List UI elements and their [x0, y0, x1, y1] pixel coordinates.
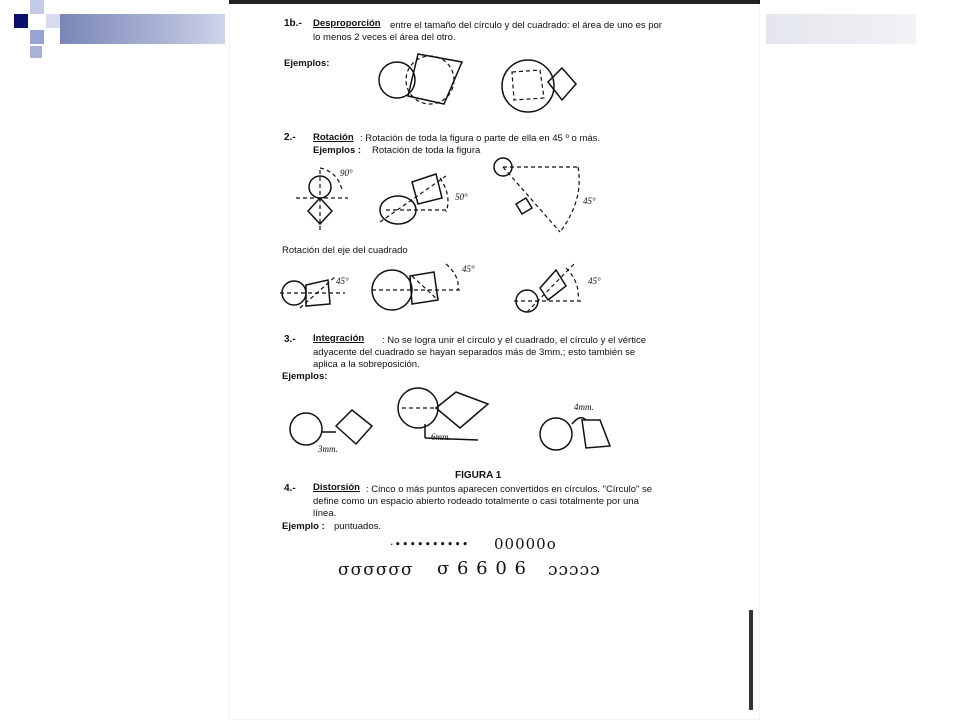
section-4-number: 4.-: [284, 483, 296, 494]
example-integration-2: [398, 388, 488, 442]
section-4-heading: Distorsión: [313, 482, 360, 493]
example-axis-2: [372, 264, 475, 310]
example-integration-3: [540, 402, 610, 450]
angle-45a-label: 45°: [583, 196, 596, 206]
example-rotation-1: [296, 168, 353, 230]
label-3mm: 3mm.: [318, 444, 338, 454]
section-4-line2: define como un espacio abierto rodeado totalmente o casi totalmente por una: [313, 496, 639, 507]
figure-caption: FIGURA 1: [455, 470, 502, 481]
dots-row1-right: 00000o: [494, 535, 557, 553]
section-3-line2: adyacente del cuadrado se hayan separados más de 3mm.; esto también se: [313, 347, 636, 358]
section-2-line1: : Rotación de toda la figura o parte de ella en 45 º o más.: [360, 133, 601, 144]
angle-45d-label: 45°: [588, 276, 601, 286]
section-2-heading: Rotación: [313, 132, 354, 143]
section-4-line1: : Cinco o más puntos aparecen convertidos en círculos. "Círculo" se: [366, 484, 653, 495]
section-4-example-label: Ejemplo :: [282, 521, 325, 532]
angle-90-label: 90°: [340, 168, 353, 178]
section-2-number: 2.-: [284, 132, 296, 143]
angle-50-label: 50°: [455, 192, 468, 202]
label-4mm: 4mm.: [574, 402, 594, 412]
section-3-examples-label: Ejemplos:: [282, 371, 328, 382]
example-1b-b: [502, 60, 576, 112]
label-6mm: 6mm.: [431, 432, 451, 442]
example-axis-3: [514, 264, 601, 312]
section-1b-examples-label: Ejemplos:: [284, 58, 330, 69]
section-2-examples-text: Rotación de toda la figura: [372, 145, 481, 156]
section-3-number: 3.-: [284, 334, 296, 345]
example-integration-1: [290, 410, 372, 454]
angle-45c-label: 45°: [462, 264, 475, 274]
dots-row2-mid: σ 6 6 0 6: [437, 558, 527, 579]
section-3-heading: Integración: [313, 333, 365, 344]
example-1b-a: [379, 54, 462, 104]
section-1b-line2: lo menos 2 veces el área del otro.: [313, 32, 456, 43]
section-2-subheading: Rotación del eje del cuadrado: [282, 245, 408, 256]
section-4-example-text: puntuados.: [334, 521, 382, 532]
angle-45b-label: 45°: [336, 276, 349, 286]
section-3-line3: aplica a la sobreposición.: [313, 359, 420, 370]
section-1b-line1: entre el tamaño del círculo y del cuadrado: el área de uno es por: [390, 20, 662, 31]
section-1b-number: 1b.-: [284, 18, 302, 29]
section-2-examples-label: Ejemplos :: [313, 145, 362, 156]
section-1b-heading: Desproporción: [313, 18, 381, 29]
section-3-line1: : No se logra unir el círculo y el cuadrado, el círculo y el vértice: [382, 335, 647, 346]
dots-row2-left: σσσσσσ: [338, 560, 414, 580]
example-axis-1: [280, 276, 349, 308]
dots-row2-right: ɔɔɔɔɔ: [548, 560, 601, 580]
section-4-line3: línea.: [313, 508, 337, 519]
example-rotation-2: [380, 174, 468, 224]
example-rotation-3: [494, 158, 596, 232]
dots-row1-left: ·••••••••••: [390, 538, 470, 551]
